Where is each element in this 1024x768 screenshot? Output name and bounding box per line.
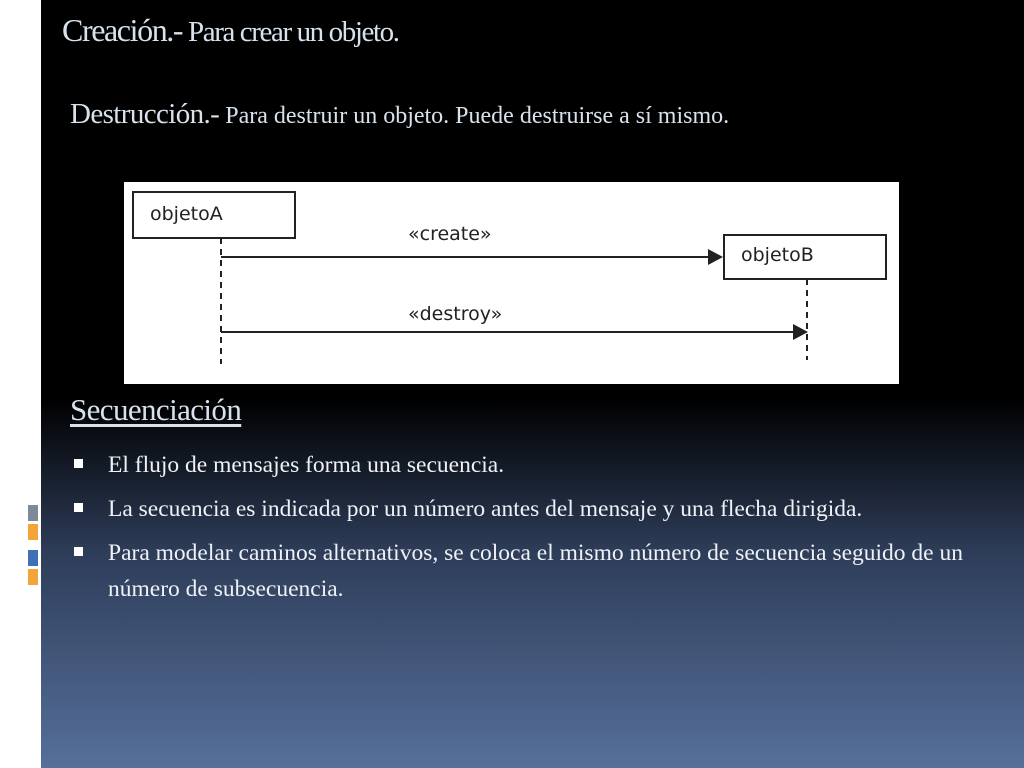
- destruction-term: Destrucción.-: [70, 98, 220, 130]
- accent-squares: [28, 505, 38, 588]
- section-heading: Secuenciación: [70, 392, 242, 427]
- create-arrowhead: [708, 249, 723, 265]
- destruction-line: [70, 98, 729, 131]
- sequence-diagram: [124, 182, 899, 384]
- list-item: [70, 535, 963, 607]
- create-message-label: «create»: [408, 223, 492, 245]
- destroy-message-label: «destroy»: [408, 303, 503, 325]
- bullet-list: [70, 447, 963, 615]
- object-b-label: objetoB: [741, 244, 814, 266]
- creation-description: Para crear un objeto.: [182, 16, 399, 48]
- creation-line: [62, 12, 399, 49]
- bullet-text: El flujo de mensajes forma una secuencia.: [108, 452, 505, 478]
- creation-term: Creación.-: [62, 12, 183, 48]
- left-decorative-bar: [0, 0, 41, 768]
- destroy-arrowhead: [793, 324, 808, 340]
- destruction-description: Para destruir un objeto. Puede destruirse a sí mismo.: [219, 103, 730, 129]
- square-bullet-icon: [74, 547, 83, 556]
- square-bullet-icon: [74, 459, 83, 468]
- list-item: [70, 491, 963, 527]
- list-item: [70, 447, 963, 483]
- square-bullet-icon: [74, 503, 83, 512]
- top-decoration: [28, 22, 38, 45]
- bullet-text: La secuencia es indicada por un número antes del mensaje y una flecha dirigida.: [108, 496, 863, 522]
- object-a-label: objetoA: [150, 203, 223, 225]
- bullet-text: Para modelar caminos alternativos, se coloca el mismo número de secuencia seguido de un número de subsecuencia.: [108, 540, 963, 602]
